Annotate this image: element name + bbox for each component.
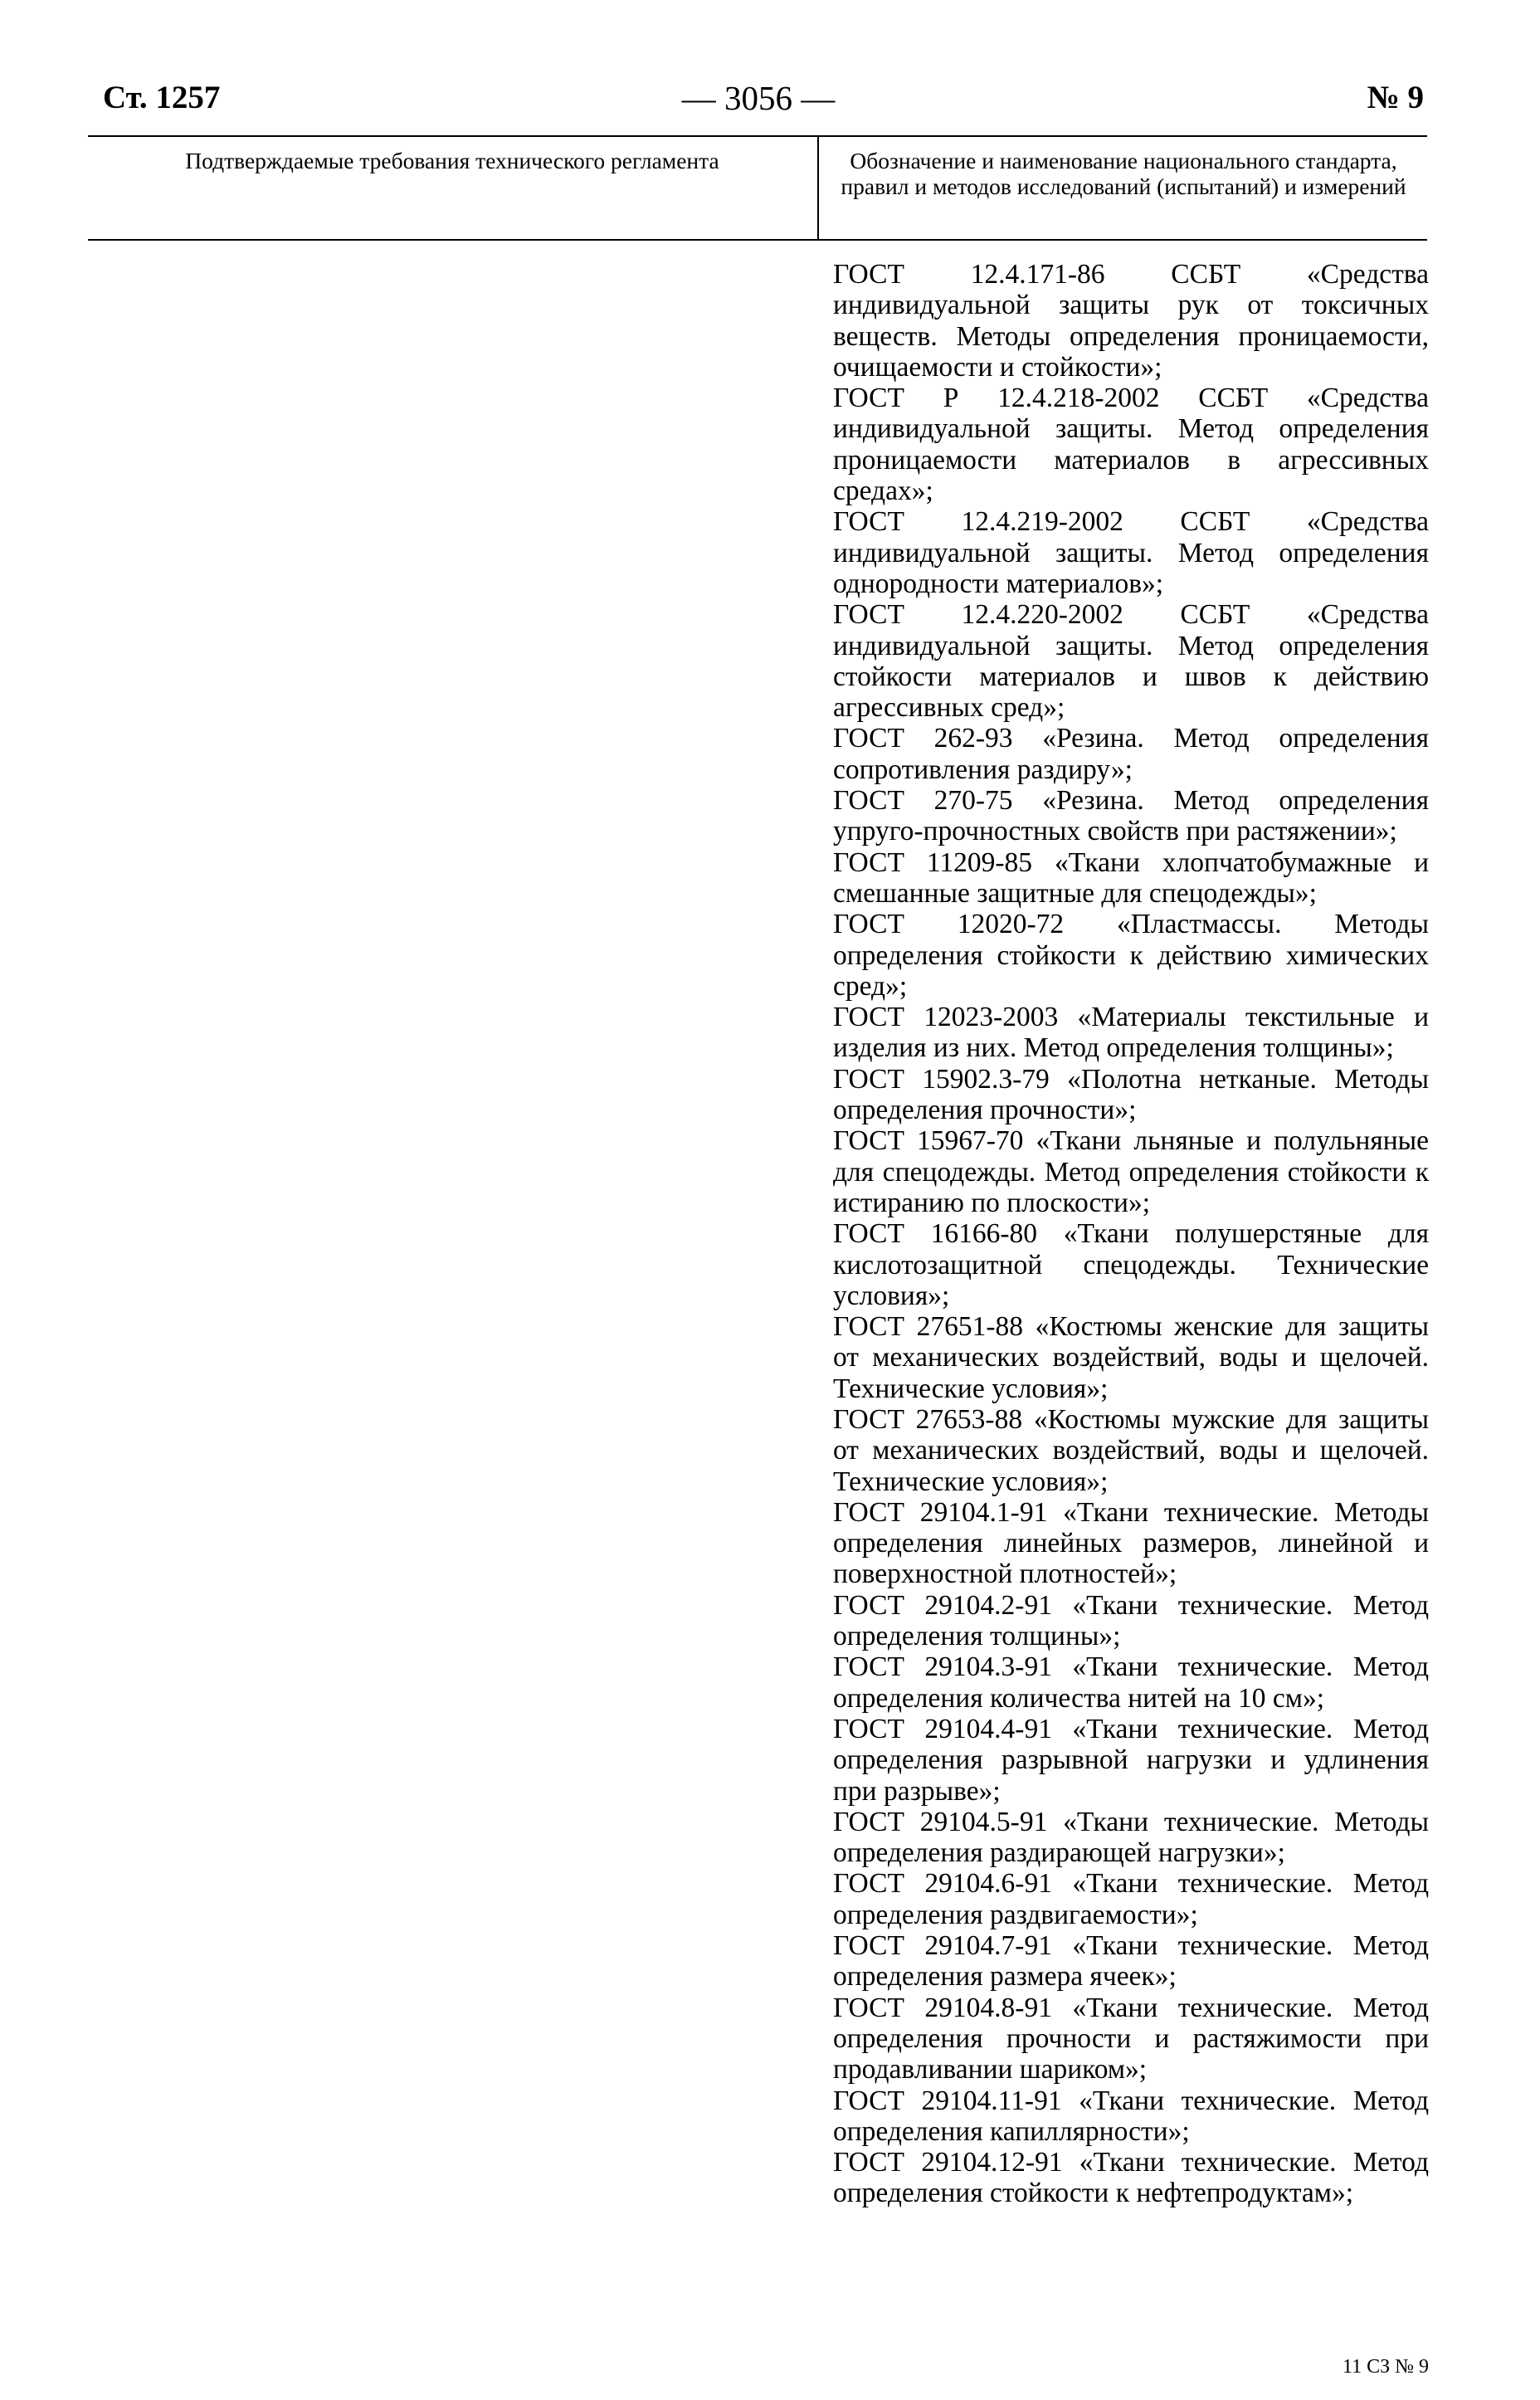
standard-entry: ГОСТ 29104.5-91 «Ткани технические. Методы определения раздирающей нагрузки»; [833,1806,1429,1869]
standard-entry: ГОСТ 29104.11-91 «Ткани технические. Метод определения капиллярности»; [833,2085,1429,2147]
standard-entry: ГОСТ 16166-80 «Ткани полушерстяные для кислотозащитной спецодежды. Технические условия»; [833,1218,1429,1311]
standard-entry: ГОСТ 29104.7-91 «Ткани технические. Метод определения размера ячеек»; [833,1930,1429,1993]
table-header-rule [88,239,1427,241]
standard-entry: ГОСТ 262-93 «Резина. Метод определения сопротивления раздиру»; [833,723,1429,785]
standard-entry: ГОСТ 12020-72 «Пластмассы. Методы определения стойкости к действию химических сред»; [833,909,1429,1002]
standard-entry: ГОСТ 29104.8-91 «Ткани технические. Метод определения прочности и растяжимости при продавливании шариком»; [833,1992,1429,2085]
standard-entry: ГОСТ 12.4.171-86 ССБТ «Средства индивидуальной защиты рук от токсичных веществ. Методы определения проницаемости, очищаемости и стойкости»; [833,259,1429,383]
standard-entry: ГОСТ 29104.4-91 «Ткани технические. Метод определения разрывной нагрузки и удлинения при разрыве»; [833,1713,1429,1807]
standard-entry: ГОСТ 12.4.219-2002 ССБТ «Средства индивидуальной защиты. Метод определения однородности материалов»; [833,506,1429,599]
standard-entry: ГОСТ 12.4.220-2002 ССБТ «Средства индивидуальной защиты. Метод определения стойкости материалов и швов к действию агрессивных сред»; [833,599,1429,724]
column-divider [817,136,819,239]
column-header-requirements: Подтверждаемые требования технического регламента [185,148,719,173]
standard-entry: ГОСТ 15902.3-79 «Полотна нетканые. Методы определения прочности»; [833,1063,1429,1126]
footer-note: 11 СЗ № 9 [1342,2356,1429,2378]
column-header-standards: Обозначение и наименование национального стандарта, правил и методов исследований (испытаний) и измерений [841,148,1406,199]
standard-entry: ГОСТ 29104.12-91 «Ткани технические. Метод определения стойкости к нефтепродуктам»; [833,2147,1429,2209]
standard-entry: ГОСТ Р 12.4.218-2002 ССБТ «Средства индивидуальной защиты. Метод определения проницаемости материалов в агрессивных средах»; [833,383,1429,507]
standard-entry: ГОСТ 27651-88 «Костюмы женские для защиты от механических воздействий, воды и щелочей. Технические условия»; [833,1311,1429,1404]
standard-entry: ГОСТ 29104.1-91 «Ткани технические. Методы определения линейных размеров, линейной и поверхностной плотностей»; [833,1496,1429,1590]
standard-entry: ГОСТ 270-75 «Резина. Метод определения упруго-прочностных свойств при растяжении»; [833,785,1429,847]
table-top-rule [88,135,1427,137]
page-header [91,73,1425,123]
standard-entry: ГОСТ 12023-2003 «Материалы текстильные и изделия из них. Метод определения толщины»; [833,1002,1429,1064]
standard-entry: ГОСТ 11209-85 «Ткани хлопчатобумажные и смешанные защитные для спецодежды»; [833,846,1429,909]
standard-entry: ГОСТ 29104.6-91 «Ткани технические. Метод определения раздвигаемости»; [833,1868,1429,1930]
standard-entry: ГОСТ 29104.3-91 «Ткани технические. Метод определения количества нитей на 10 см»; [833,1651,1429,1714]
article-number: Ст. 1257 [103,80,221,115]
standard-entry: ГОСТ 27653-88 «Костюмы мужские для защиты от механических воздействий, воды и щелочей. Технические условия»; [833,1403,1429,1497]
standards-list [833,259,1429,2209]
page-number: — 3056 — [681,79,836,117]
standard-entry: ГОСТ 15967-70 «Ткани льняные и полульняные для спецодежды. Метод определения стойкости к истиранию по плоскости»; [833,1125,1429,1218]
standard-entry: ГОСТ 29104.2-91 «Ткани технические. Метод определения толщины»; [833,1589,1429,1652]
issue-number: № 9 [1367,80,1424,115]
